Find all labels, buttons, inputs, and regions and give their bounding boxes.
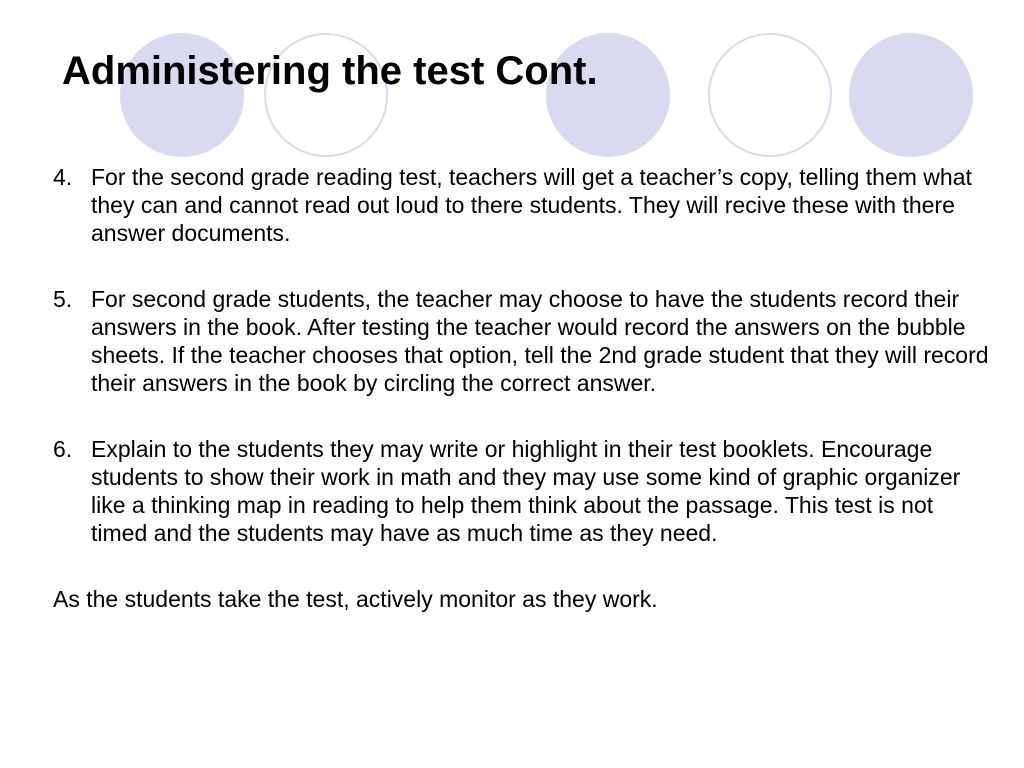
slide-title: Administering the test Cont.: [62, 49, 598, 93]
numbered-paragraph: [53, 285, 993, 397]
paragraph-number: 6.: [53, 436, 73, 462]
paragraph-text: Explain to the students they may write or highlight in their test booklets. Encourage students to show their work in math and they may use some kind of graphic organizer like a thinking map in reading to help them think about the passage. This test is not timed and the students may have as much time as they need.: [91, 436, 961, 546]
numbered-paragraph: [53, 435, 993, 547]
paragraph-text: For second grade students, the teacher may choose to have the students record their answers in the book. After testing the teacher would record the answers on the bubble sheets. If the teacher chooses that option, tell the 2nd grade student that they will record their answers in the book by circling the correct answer.: [91, 286, 989, 396]
slide-body: [53, 163, 993, 651]
closing-paragraph: As the students take the test, actively monitor as they work.: [53, 586, 658, 612]
numbered-paragraph: [53, 163, 993, 247]
decorative-circle: [708, 33, 832, 157]
paragraph-text: For the second grade reading test, teachers will get a teacher’s copy, telling them what they can and cannot read out loud to there students. They will recive these with there answer documents.: [91, 164, 972, 246]
paragraph-number: 5.: [53, 286, 73, 312]
decorative-circle: [849, 33, 973, 157]
paragraph-number: 4.: [53, 164, 73, 190]
